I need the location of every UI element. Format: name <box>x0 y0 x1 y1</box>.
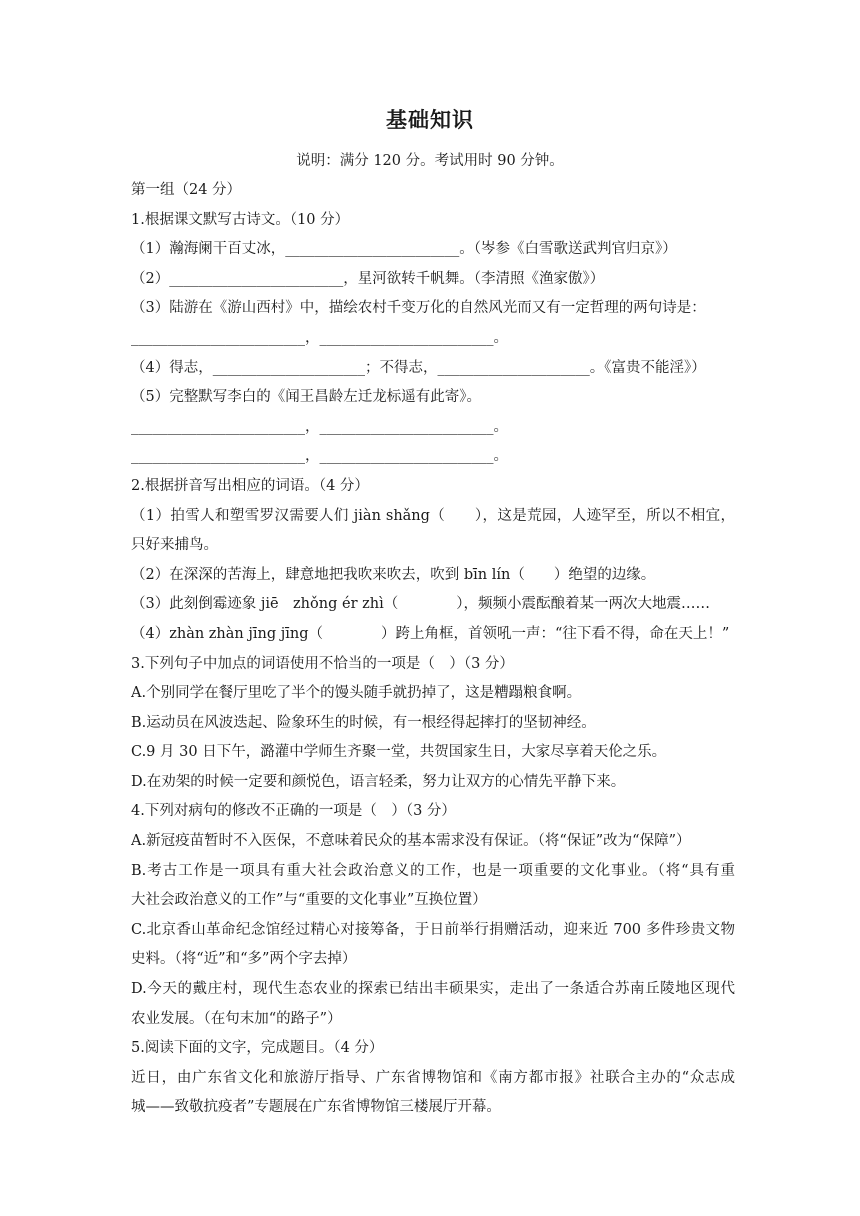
question-2-heading: 2.根据拼音写出相应的词语。（4 分） <box>131 477 369 494</box>
question-1-item-2: （2）________________________，星河欲转千帆舞。（李清照《渔家傲》） <box>131 270 605 287</box>
question-3-option-c: C.9 月 30 日下午，潞灌中学师生齐聚一堂，共贺国家生日，大家尽享着天伦之乐。 <box>131 744 667 761</box>
question-2-item-1: （1）拍雪人和塑雪罗汉需要人们 jiàn shǎng（ ），这是荒园，人迹罕至，所以不相宜， <box>131 507 735 524</box>
question-4-option-c: C.北京香山革命纪念馆经过精心对接筹备，于日前举行捐赠活动，迎来近 700 多件珍贵文物 <box>131 921 735 938</box>
question-4-option-b-cont: 大社会政治意义的工作”与“重要的文化事业”互换位置） <box>131 892 487 909</box>
question-1-item-3: （3）陆游在《游山西村》中，描绘农村千变万化的自然风光而又有一定哲理的两句诗是： <box>131 300 706 317</box>
page-title: 基础知识 <box>386 108 474 132</box>
question-3-heading: 3.下列句子中加点的词语使用不恰当的一项是（ ）（3 分） <box>131 655 514 672</box>
question-5-passage-line-2: 城——致敬抗疫者”专题展在广东省博物馆三楼展厅开幕。 <box>131 1099 501 1116</box>
question-1-item-5: （5）完整默写李白的《闻王昌龄左迁龙标遥有此寄》。 <box>131 389 481 406</box>
question-2-item-3: （3）此刻倒霉迹象 jiē zhǒng ér zhì（ ），频频小震酝酿着某一两次大地震…… <box>131 596 710 613</box>
question-1-item-3-blanks: ________________________，________________________。 <box>131 329 508 346</box>
question-1-item-1: （1）瀚海阑干百丈冰，________________________。（岑参《白雪歌送武判官归京》） <box>131 241 677 258</box>
question-3-option-d: D.在劝架的时候一定要和颜悦色，语言轻柔，努力让双方的心情先平静下来。 <box>131 773 626 790</box>
question-5-heading: 5.阅读下面的文字，完成题目。（4 分） <box>131 1040 384 1057</box>
exam-instructions: 说明：满分 120 分。考试用时 90 分钟。 <box>296 153 564 169</box>
question-5-passage-line-1: 近日，由广东省文化和旅游厅指导、广东省博物馆和《南方都市报》社联合主办的“众志成 <box>131 1069 735 1086</box>
question-2-item-4: （4）zhàn zhàn jīng jīng（ ）跨上角框，首领吼一声：“往下看不得，命在天上！” <box>131 625 730 642</box>
question-3-option-b: B.运动员在风波迭起、险象环生的时候，有一根经得起摔打的坚韧神经。 <box>131 714 596 731</box>
question-2-item-1-cont: 只好来捕鸟。 <box>131 537 218 554</box>
question-4-heading: 4.下列对病句的修改不正确的一项是（ ）（3 分） <box>131 803 456 820</box>
document-body <box>131 176 735 1123</box>
question-1-heading: 1.根据课文默写古诗文。（10 分） <box>131 211 350 228</box>
question-1-item-5-blanks-b: ________________________，________________________。 <box>131 448 508 465</box>
question-3-option-a: A.个别同学在餐厅里吃了半个的馒头随手就扔掉了，这是糟蹋粮食啊。 <box>131 685 582 702</box>
question-1-item-5-blanks-a: ________________________，________________________。 <box>131 418 508 435</box>
question-4-option-d-cont: 农业发展。（在句末加“的路子”） <box>131 1010 342 1027</box>
question-4-option-c-cont: 史料。（将“近”和“多”两个字去掉） <box>131 951 357 968</box>
question-4-option-a: A.新冠疫苗暂时不入医保，不意味着民众的基本需求没有保证。（将“保证”改为“保障”） <box>131 833 691 850</box>
question-4-option-b: B.考古工作是一项具有重大社会政治意义的工作，也是一项重要的文化事业。（将“具有重 <box>131 862 735 879</box>
section-heading: 第一组（24 分） <box>131 182 242 198</box>
question-2-item-2: （2）在深深的苦海上，肆意地把我吹来吹去，吹到 bīn lín（ ）绝望的边缘。 <box>131 566 656 583</box>
question-4-option-d: D.今天的戴庄村，现代生态农业的探索已结出丰硕果实，走出了一条适合苏南丘陵地区现代 <box>131 981 735 998</box>
question-1-item-4: （4）得志，_____________________；不得志，_____________________。《富贵不能淫》） <box>131 359 706 376</box>
